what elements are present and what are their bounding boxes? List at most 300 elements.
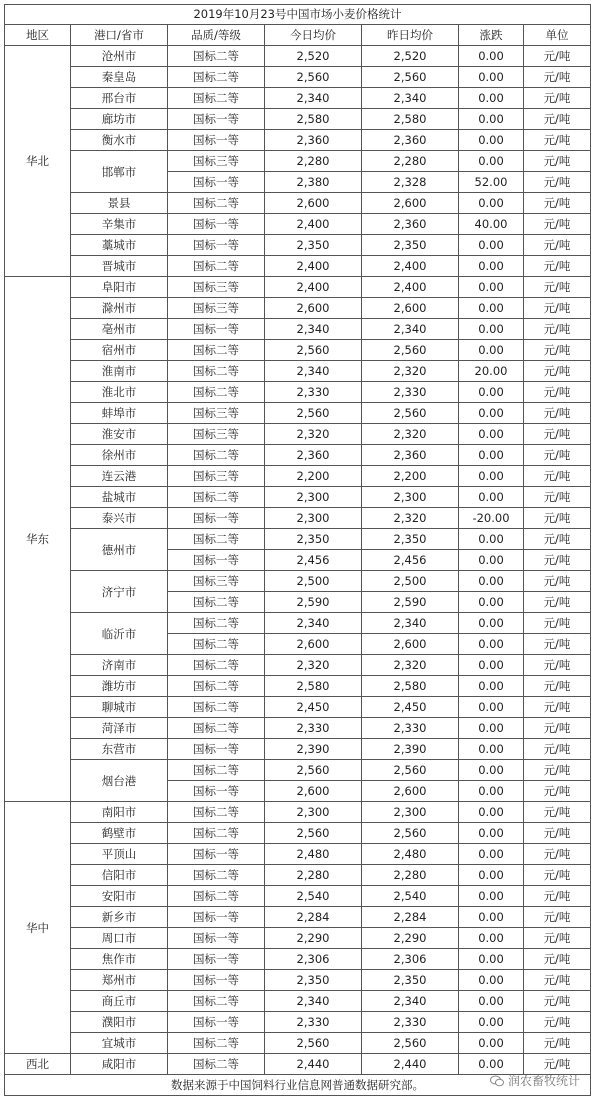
- today-price-cell: 2,320: [265, 655, 362, 676]
- change-cell: 0.00: [459, 823, 524, 844]
- grade-cell: 国标二等: [168, 487, 265, 508]
- change-cell: 0.00: [459, 109, 524, 130]
- city-cell: 衡水市: [71, 130, 168, 151]
- today-price-cell: 2,560: [265, 340, 362, 361]
- unit-cell: 元/吨: [524, 403, 591, 424]
- unit-cell: 元/吨: [524, 193, 591, 214]
- unit-cell: 元/吨: [524, 487, 591, 508]
- change-cell: 0.00: [459, 88, 524, 109]
- today-price-cell: 2,560: [265, 823, 362, 844]
- grade-cell: 国标三等: [168, 424, 265, 445]
- grade-cell: 国标二等: [168, 655, 265, 676]
- header-yesterday: 昨日均价: [362, 25, 459, 46]
- city-cell: 济南市: [71, 655, 168, 676]
- grade-cell: 国标三等: [168, 151, 265, 172]
- grade-cell: 国标一等: [168, 130, 265, 151]
- yesterday-price-cell: 2,560: [362, 403, 459, 424]
- city-cell: 郑州市: [71, 970, 168, 991]
- unit-cell: 元/吨: [524, 508, 591, 529]
- grade-cell: 国标二等: [168, 613, 265, 634]
- table-row: [5, 760, 591, 781]
- wheat-price-table: [4, 4, 591, 1096]
- yesterday-price-cell: 2,320: [362, 424, 459, 445]
- change-cell: 0.00: [459, 634, 524, 655]
- unit-cell: 元/吨: [524, 88, 591, 109]
- today-price-cell: 2,284: [265, 907, 362, 928]
- city-cell: 淮北市: [71, 382, 168, 403]
- today-price-cell: 2,520: [265, 46, 362, 67]
- yesterday-price-cell: 2,600: [362, 634, 459, 655]
- today-price-cell: 2,340: [265, 613, 362, 634]
- grade-cell: 国标二等: [168, 676, 265, 697]
- yesterday-price-cell: 2,300: [362, 802, 459, 823]
- grade-cell: 国标二等: [168, 802, 265, 823]
- change-cell: 0.00: [459, 697, 524, 718]
- city-cell: 潍坊市: [71, 676, 168, 697]
- change-cell: 0.00: [459, 130, 524, 151]
- unit-cell: 元/吨: [524, 1012, 591, 1033]
- grade-cell: 国标一等: [168, 907, 265, 928]
- today-price-cell: 2,360: [265, 445, 362, 466]
- table-row: [5, 844, 591, 865]
- unit-cell: 元/吨: [524, 319, 591, 340]
- grade-cell: 国标一等: [168, 781, 265, 802]
- change-cell: 0.00: [459, 844, 524, 865]
- change-cell: 0.00: [459, 991, 524, 1012]
- change-cell: 0.00: [459, 949, 524, 970]
- table-row: [5, 949, 591, 970]
- today-price-cell: 2,540: [265, 886, 362, 907]
- table-row: [5, 109, 591, 130]
- change-cell: 0.00: [459, 781, 524, 802]
- change-cell: 0.00: [459, 865, 524, 886]
- unit-cell: 元/吨: [524, 46, 591, 67]
- table-row: [5, 130, 591, 151]
- yesterday-price-cell: 2,580: [362, 676, 459, 697]
- table-body: [5, 46, 591, 1075]
- today-price-cell: 2,600: [265, 298, 362, 319]
- change-cell: 0.00: [459, 151, 524, 172]
- grade-cell: 国标二等: [168, 382, 265, 403]
- change-cell: 0.00: [459, 1012, 524, 1033]
- change-cell: 0.00: [459, 256, 524, 277]
- grade-cell: 国标三等: [168, 466, 265, 487]
- yesterday-price-cell: 2,330: [362, 1012, 459, 1033]
- yesterday-price-cell: 2,340: [362, 991, 459, 1012]
- today-price-cell: 2,500: [265, 571, 362, 592]
- change-cell: 0.00: [459, 1054, 524, 1075]
- grade-cell: 国标一等: [168, 949, 265, 970]
- today-price-cell: 2,320: [265, 424, 362, 445]
- unit-cell: 元/吨: [524, 298, 591, 319]
- grade-cell: 国标一等: [168, 844, 265, 865]
- change-cell: 40.00: [459, 214, 524, 235]
- city-cell: 濮阳市: [71, 1012, 168, 1033]
- unit-cell: 元/吨: [524, 970, 591, 991]
- grade-cell: 国标二等: [168, 340, 265, 361]
- yesterday-price-cell: 2,400: [362, 256, 459, 277]
- table-row: [5, 487, 591, 508]
- header-grade: 品质/等级: [168, 25, 265, 46]
- grade-cell: 国标二等: [168, 529, 265, 550]
- unit-cell: 元/吨: [524, 550, 591, 571]
- unit-cell: 元/吨: [524, 235, 591, 256]
- change-cell: 0.00: [459, 550, 524, 571]
- yesterday-price-cell: 2,284: [362, 907, 459, 928]
- yesterday-price-cell: 2,340: [362, 613, 459, 634]
- grade-cell: 国标二等: [168, 718, 265, 739]
- change-cell: 20.00: [459, 361, 524, 382]
- city-cell: 淮南市: [71, 361, 168, 382]
- table-row: [5, 340, 591, 361]
- table-row: [5, 571, 591, 592]
- unit-cell: 元/吨: [524, 781, 591, 802]
- today-price-cell: 2,280: [265, 865, 362, 886]
- today-price-cell: 2,456: [265, 550, 362, 571]
- change-cell: 0.00: [459, 718, 524, 739]
- table-row: [5, 298, 591, 319]
- grade-cell: 国标一等: [168, 928, 265, 949]
- city-cell: 阜阳市: [71, 277, 168, 298]
- city-cell: 徐州市: [71, 445, 168, 466]
- yesterday-price-cell: 2,560: [362, 1033, 459, 1054]
- unit-cell: 元/吨: [524, 529, 591, 550]
- today-price-cell: 2,340: [265, 319, 362, 340]
- grade-cell: 国标二等: [168, 592, 265, 613]
- unit-cell: 元/吨: [524, 655, 591, 676]
- grade-cell: 国标二等: [168, 193, 265, 214]
- city-cell: 商丘市: [71, 991, 168, 1012]
- yesterday-price-cell: 2,590: [362, 592, 459, 613]
- unit-cell: 元/吨: [524, 1054, 591, 1075]
- today-price-cell: 2,300: [265, 487, 362, 508]
- table-row: [5, 802, 591, 823]
- today-price-cell: 2,300: [265, 802, 362, 823]
- yesterday-price-cell: 2,560: [362, 823, 459, 844]
- table-row: [5, 928, 591, 949]
- unit-cell: 元/吨: [524, 991, 591, 1012]
- grade-cell: 国标二等: [168, 88, 265, 109]
- table-row: [5, 319, 591, 340]
- unit-cell: 元/吨: [524, 907, 591, 928]
- yesterday-price-cell: 2,580: [362, 109, 459, 130]
- table-row: [5, 1033, 591, 1054]
- city-cell: 南阳市: [71, 802, 168, 823]
- city-cell: 盐城市: [71, 487, 168, 508]
- change-cell: 0.00: [459, 802, 524, 823]
- city-cell: 烟台港: [71, 760, 168, 802]
- change-cell: 0.00: [459, 886, 524, 907]
- city-cell: 景县: [71, 193, 168, 214]
- city-cell: 菏泽市: [71, 718, 168, 739]
- change-cell: 0.00: [459, 382, 524, 403]
- city-cell: 滁州市: [71, 298, 168, 319]
- grade-cell: 国标二等: [168, 697, 265, 718]
- yesterday-price-cell: 2,540: [362, 886, 459, 907]
- change-cell: 0.00: [459, 424, 524, 445]
- change-cell: 0.00: [459, 571, 524, 592]
- today-price-cell: 2,390: [265, 739, 362, 760]
- unit-cell: 元/吨: [524, 802, 591, 823]
- today-price-cell: 2,560: [265, 760, 362, 781]
- grade-cell: 国标一等: [168, 739, 265, 760]
- table-row: [5, 508, 591, 529]
- yesterday-price-cell: 2,360: [362, 214, 459, 235]
- unit-cell: 元/吨: [524, 67, 591, 88]
- city-cell: 临沂市: [71, 613, 168, 655]
- unit-cell: 元/吨: [524, 823, 591, 844]
- region-cell: 华东: [5, 277, 71, 802]
- header-row: [5, 25, 591, 46]
- yesterday-price-cell: 2,290: [362, 928, 459, 949]
- yesterday-price-cell: 2,280: [362, 151, 459, 172]
- unit-cell: 元/吨: [524, 130, 591, 151]
- today-price-cell: 2,290: [265, 928, 362, 949]
- city-cell: 咸阳市: [71, 1054, 168, 1075]
- unit-cell: 元/吨: [524, 676, 591, 697]
- change-cell: 0.00: [459, 613, 524, 634]
- today-price-cell: 2,440: [265, 1054, 362, 1075]
- grade-cell: 国标三等: [168, 298, 265, 319]
- change-cell: 0.00: [459, 235, 524, 256]
- city-cell: 东营市: [71, 739, 168, 760]
- table-row: [5, 151, 591, 172]
- unit-cell: 元/吨: [524, 949, 591, 970]
- change-cell: 0.00: [459, 676, 524, 697]
- city-cell: 连云港: [71, 466, 168, 487]
- today-price-cell: 2,350: [265, 529, 362, 550]
- today-price-cell: 2,340: [265, 88, 362, 109]
- header-region: 地区: [5, 25, 71, 46]
- today-price-cell: 2,600: [265, 193, 362, 214]
- grade-cell: 国标一等: [168, 214, 265, 235]
- change-cell: 0.00: [459, 340, 524, 361]
- yesterday-price-cell: 2,330: [362, 382, 459, 403]
- grade-cell: 国标二等: [168, 67, 265, 88]
- grade-cell: 国标一等: [168, 508, 265, 529]
- grade-cell: 国标一等: [168, 550, 265, 571]
- change-cell: 0.00: [459, 403, 524, 424]
- yesterday-price-cell: 2,560: [362, 760, 459, 781]
- yesterday-price-cell: 2,600: [362, 781, 459, 802]
- city-cell: 亳州市: [71, 319, 168, 340]
- unit-cell: 元/吨: [524, 361, 591, 382]
- table-row: [5, 67, 591, 88]
- today-price-cell: 2,590: [265, 592, 362, 613]
- table-row: [5, 361, 591, 382]
- grade-cell: 国标二等: [168, 1033, 265, 1054]
- yesterday-price-cell: 2,480: [362, 844, 459, 865]
- table-row: [5, 88, 591, 109]
- table-row: [5, 718, 591, 739]
- city-cell: 藁城市: [71, 235, 168, 256]
- today-price-cell: 2,560: [265, 1033, 362, 1054]
- change-cell: 0.00: [459, 928, 524, 949]
- change-cell: 0.00: [459, 466, 524, 487]
- change-cell: 0.00: [459, 655, 524, 676]
- region-cell: 华北: [5, 46, 71, 277]
- today-price-cell: 2,400: [265, 256, 362, 277]
- today-price-cell: 2,340: [265, 991, 362, 1012]
- table-row: [5, 655, 591, 676]
- table-title: 2019年10月23号中国市场小麦价格统计: [4, 4, 591, 24]
- grade-cell: 国标二等: [168, 46, 265, 67]
- unit-cell: 元/吨: [524, 1033, 591, 1054]
- city-cell: 淮安市: [71, 424, 168, 445]
- yesterday-price-cell: 2,440: [362, 1054, 459, 1075]
- yesterday-price-cell: 2,400: [362, 277, 459, 298]
- table-row: [5, 466, 591, 487]
- unit-cell: 元/吨: [524, 886, 591, 907]
- grade-cell: 国标二等: [168, 361, 265, 382]
- header-city: 港口/省市: [71, 25, 168, 46]
- today-price-cell: 2,450: [265, 697, 362, 718]
- wechat-icon: [490, 1075, 504, 1087]
- change-cell: 0.00: [459, 46, 524, 67]
- unit-cell: 元/吨: [524, 340, 591, 361]
- table-row: [5, 256, 591, 277]
- yesterday-price-cell: 2,200: [362, 466, 459, 487]
- grade-cell: 国标三等: [168, 277, 265, 298]
- today-price-cell: 2,330: [265, 1012, 362, 1033]
- unit-cell: 元/吨: [524, 739, 591, 760]
- today-price-cell: 2,200: [265, 466, 362, 487]
- grade-cell: 国标二等: [168, 886, 265, 907]
- unit-cell: 元/吨: [524, 214, 591, 235]
- change-cell: 0.00: [459, 193, 524, 214]
- today-price-cell: 2,280: [265, 151, 362, 172]
- grade-cell: 国标二等: [168, 823, 265, 844]
- today-price-cell: 2,360: [265, 130, 362, 151]
- change-cell: 0.00: [459, 298, 524, 319]
- change-cell: -20.00: [459, 508, 524, 529]
- grade-cell: 国标一等: [168, 1012, 265, 1033]
- city-cell: 秦皇岛: [71, 67, 168, 88]
- city-cell: 平顶山: [71, 844, 168, 865]
- yesterday-price-cell: 2,390: [362, 739, 459, 760]
- yesterday-price-cell: 2,350: [362, 529, 459, 550]
- table-row: [5, 214, 591, 235]
- yesterday-price-cell: 2,560: [362, 67, 459, 88]
- change-cell: 0.00: [459, 592, 524, 613]
- grade-cell: 国标一等: [168, 319, 265, 340]
- grade-cell: 国标三等: [168, 403, 265, 424]
- header-change: 涨跌: [459, 25, 524, 46]
- grade-cell: 国标一等: [168, 235, 265, 256]
- unit-cell: 元/吨: [524, 424, 591, 445]
- today-price-cell: 2,600: [265, 634, 362, 655]
- unit-cell: 元/吨: [524, 256, 591, 277]
- yesterday-price-cell: 2,320: [362, 655, 459, 676]
- unit-cell: 元/吨: [524, 634, 591, 655]
- yesterday-price-cell: 2,500: [362, 571, 459, 592]
- table-row: [5, 445, 591, 466]
- table-row: [5, 403, 591, 424]
- change-cell: 52.00: [459, 172, 524, 193]
- table-row: [5, 424, 591, 445]
- header-unit: 单位: [524, 25, 591, 46]
- yesterday-price-cell: 2,340: [362, 88, 459, 109]
- yesterday-price-cell: 2,320: [362, 361, 459, 382]
- grade-cell: 国标二等: [168, 760, 265, 781]
- watermark: [490, 1072, 580, 1089]
- city-cell: 宜城市: [71, 1033, 168, 1054]
- unit-cell: 元/吨: [524, 697, 591, 718]
- yesterday-price-cell: 2,360: [362, 445, 459, 466]
- change-cell: 0.00: [459, 277, 524, 298]
- city-cell: 鹤壁市: [71, 823, 168, 844]
- yesterday-price-cell: 2,320: [362, 508, 459, 529]
- change-cell: 0.00: [459, 907, 524, 928]
- table-row: [5, 739, 591, 760]
- city-cell: 沧州市: [71, 46, 168, 67]
- today-price-cell: 2,350: [265, 970, 362, 991]
- yesterday-price-cell: 2,560: [362, 340, 459, 361]
- today-price-cell: 2,380: [265, 172, 362, 193]
- grade-cell: 国标一等: [168, 970, 265, 991]
- city-cell: 新乡市: [71, 907, 168, 928]
- table-row: [5, 382, 591, 403]
- city-cell: 邯郸市: [71, 151, 168, 193]
- city-cell: 济宁市: [71, 571, 168, 613]
- change-cell: 0.00: [459, 67, 524, 88]
- header-today: 今日均价: [265, 25, 362, 46]
- city-cell: 晋城市: [71, 256, 168, 277]
- region-cell: 西北: [5, 1054, 71, 1075]
- city-cell: 廊坊市: [71, 109, 168, 130]
- today-price-cell: 2,480: [265, 844, 362, 865]
- grade-cell: 国标三等: [168, 571, 265, 592]
- yesterday-price-cell: 2,280: [362, 865, 459, 886]
- today-price-cell: 2,350: [265, 235, 362, 256]
- source-note: 数据来源于中国饲料行业信息网普通数据研究部。: [5, 1075, 591, 1096]
- city-cell: 周口市: [71, 928, 168, 949]
- yesterday-price-cell: 2,520: [362, 46, 459, 67]
- region-cell: 华中: [5, 802, 71, 1054]
- unit-cell: 元/吨: [524, 466, 591, 487]
- change-cell: 0.00: [459, 319, 524, 340]
- grade-cell: 国标二等: [168, 445, 265, 466]
- change-cell: 0.00: [459, 529, 524, 550]
- unit-cell: 元/吨: [524, 613, 591, 634]
- table-row: [5, 991, 591, 1012]
- table-row: [5, 676, 591, 697]
- table-row: [5, 970, 591, 991]
- city-cell: 安阳市: [71, 886, 168, 907]
- today-price-cell: 2,560: [265, 67, 362, 88]
- today-price-cell: 2,580: [265, 676, 362, 697]
- city-cell: 邢台市: [71, 88, 168, 109]
- yesterday-price-cell: 2,306: [362, 949, 459, 970]
- yesterday-price-cell: 2,350: [362, 235, 459, 256]
- unit-cell: 元/吨: [524, 172, 591, 193]
- change-cell: 0.00: [459, 739, 524, 760]
- table-row: [5, 697, 591, 718]
- yesterday-price-cell: 2,360: [362, 130, 459, 151]
- today-price-cell: 2,306: [265, 949, 362, 970]
- table-row: [5, 886, 591, 907]
- table-row: [5, 235, 591, 256]
- table-row: [5, 823, 591, 844]
- today-price-cell: 2,400: [265, 277, 362, 298]
- city-cell: 泰兴市: [71, 508, 168, 529]
- today-price-cell: 2,340: [265, 361, 362, 382]
- grade-cell: 国标一等: [168, 109, 265, 130]
- change-cell: 0.00: [459, 760, 524, 781]
- unit-cell: 元/吨: [524, 277, 591, 298]
- yesterday-price-cell: 2,456: [362, 550, 459, 571]
- today-price-cell: 2,580: [265, 109, 362, 130]
